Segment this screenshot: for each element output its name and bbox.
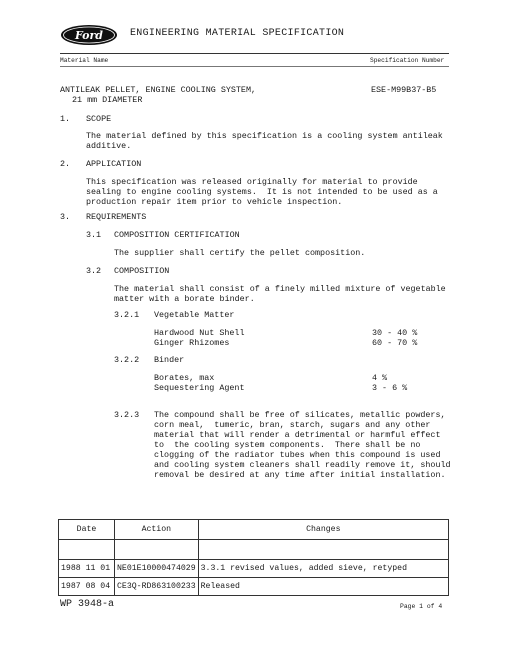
- header-rule: [60, 53, 449, 54]
- cell-date: 1987 08 04: [59, 578, 115, 596]
- cell-action: CE3Q-RD863100233: [115, 578, 199, 596]
- list-item-value: 4 %: [372, 373, 388, 383]
- table-row-blank: [59, 540, 449, 560]
- form-number: WP 3948-a: [60, 599, 115, 610]
- subsection-3-2-text: The material shall consist of a finely milled mixture of vegetable matter with a borate binder.: [114, 284, 446, 304]
- subsection-3-1-text: The supplier shall certify the pellet composition.: [114, 248, 366, 258]
- column-header-action: Action: [115, 520, 199, 540]
- list-item-name: Hardwood Nut Shell: [154, 328, 245, 338]
- column-header-date: Date: [59, 520, 115, 540]
- section-application-num: 2.: [60, 159, 71, 169]
- cell-changes: 3.3.1 revised values, added sieve, retyped: [198, 560, 448, 578]
- cell-date: 1988 11 01: [59, 560, 115, 578]
- section-scope-num: 1.: [60, 114, 71, 124]
- revision-history-table: [58, 519, 449, 596]
- subsection-3-2-1-title: Vegetable Matter: [154, 310, 235, 320]
- spec-number: ESE-M99B37-B5: [371, 85, 437, 95]
- list-item-name: Sequestering Agent: [154, 383, 245, 393]
- ford-logo-text: Ford: [74, 29, 104, 42]
- subsection-3-1-num: 3.1: [86, 230, 102, 240]
- subsection-3-1-title: COMPOSITION CERTIFICATION: [114, 230, 240, 240]
- ford-logo: [60, 24, 118, 46]
- subsection-3-2-2-num: 3.2.2: [114, 355, 140, 365]
- subsection-3-2-num: 3.2: [86, 266, 102, 276]
- subsection-3-2-3-num: 3.2.3: [114, 410, 140, 420]
- material-name-line1: ANTILEAK PELLET, ENGINE COOLING SYSTEM,: [60, 85, 257, 95]
- section-requirements-num: 3.: [60, 212, 71, 222]
- section-requirements-title: REQUIREMENTS: [86, 212, 147, 222]
- material-name-line2: 21 mm DIAMETER: [72, 95, 143, 105]
- section-application-text: This specification was released originally for material to provide sealing to engine cooling systems. It is not intended to be used as a production repair item prior to vehicle inspection.: [86, 177, 438, 207]
- material-name-label: Material Name: [60, 57, 109, 64]
- list-item-value: 60 - 70 %: [372, 338, 418, 348]
- list-item-name: Ginger Rhizomes: [154, 338, 230, 348]
- list-item-name: Borates, max: [154, 373, 215, 383]
- table-row: [59, 560, 449, 578]
- doc-title: ENGINEERING MATERIAL SPECIFICATION: [130, 28, 345, 39]
- page-number: Page 1 of 4: [400, 603, 443, 610]
- spec-number-label: Specification Number: [370, 57, 445, 64]
- label-rule: [60, 66, 449, 67]
- cell-changes: Released: [198, 578, 448, 596]
- subsection-3-2-title: COMPOSITION: [114, 266, 170, 276]
- subsection-3-2-3-text: The compound shall be free of silicates, metallic powders, corn meal, tumeric, bran, starch, sugars and any other material that will render a detrimental or harmful effect to the cooling system components. There shall be no clogging of the radiator tubes when this compound is used and cooling system cleaners shall readily remove it, should removal be desired at any time after initial installation.: [154, 410, 451, 480]
- cell-action: NE01E10000474029: [115, 560, 199, 578]
- list-item-value: 3 - 6 %: [372, 383, 408, 393]
- subsection-3-2-2-title: Binder: [154, 355, 185, 365]
- table-row: [59, 578, 449, 596]
- subsection-3-2-1-num: 3.2.1: [114, 310, 140, 320]
- section-application-title: APPLICATION: [86, 159, 142, 169]
- section-scope-title: SCOPE: [86, 114, 112, 124]
- section-scope-text: The material defined by this specification is a cooling system antileak additive.: [86, 131, 443, 151]
- list-item-value: 30 - 40 %: [372, 328, 418, 338]
- table-header-row: [59, 520, 449, 540]
- column-header-changes: Changes: [198, 520, 448, 540]
